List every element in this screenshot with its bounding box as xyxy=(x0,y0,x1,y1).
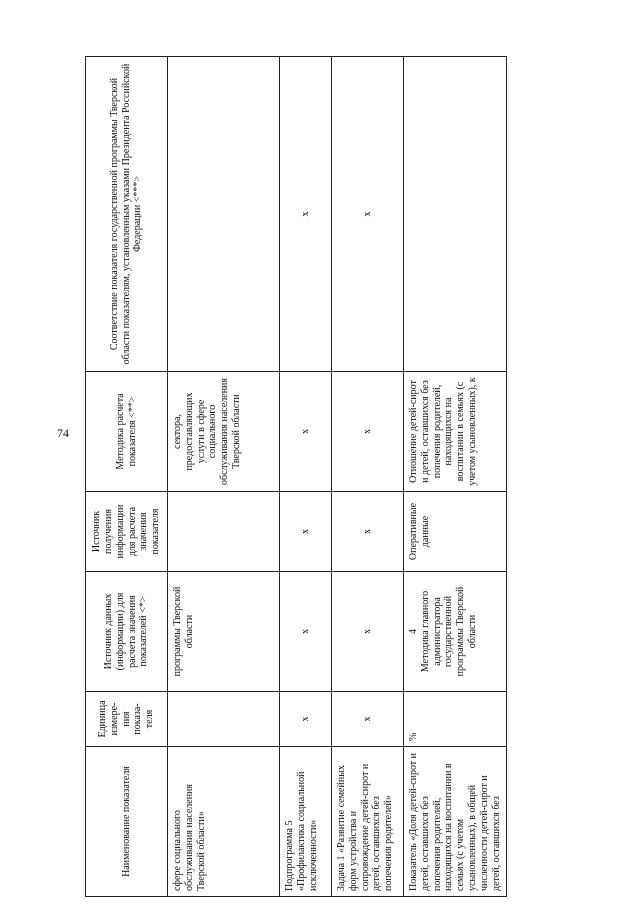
cell-name: Показатель «Доля детей-сирот и детей, оставшихся без попечения родителей, находящихся на воспитании в семьях (с учетом усыновленных), в общей численности детей-сирот и детей, оставшихся без xyxy=(404,747,507,897)
page-number: 74 xyxy=(57,426,69,440)
cell-method: х xyxy=(332,372,404,492)
header-compliance: Соответствие показателя государственной программы Тверской области показателям, установленным указами Президента Российской Федерации <***> xyxy=(86,57,168,372)
cell-unit: х xyxy=(332,692,404,747)
cell-info-source: х xyxy=(280,492,332,572)
header-info-source: Источник получения информации для расчета значения показателя xyxy=(86,492,168,572)
table-row xyxy=(332,57,404,897)
cell-unit xyxy=(168,692,280,747)
cell-unit: % xyxy=(404,692,507,747)
indicator-table xyxy=(85,56,507,897)
cell-method: Отношение детей-сирот и детей, оставшихся без попечения родителей, находящихся на воспитании в семьях (с учетом усыновленных), к xyxy=(404,372,507,492)
cell-data-source: х xyxy=(332,572,404,692)
table-row xyxy=(280,57,332,897)
table-row xyxy=(404,57,507,897)
cell-info-source: Оперативные данные xyxy=(404,492,507,572)
cell-compliance: х xyxy=(280,57,332,372)
cell-info-source xyxy=(168,492,280,572)
cell-name: Подпрограмма 5 «Профилактика социальной исключенности» xyxy=(280,747,332,897)
cell-data-source: программы Тверской области xyxy=(168,572,280,692)
cell-data-source: х xyxy=(280,572,332,692)
table-header-row xyxy=(86,57,168,897)
cell-data-source xyxy=(404,572,507,692)
cell-info-source: х xyxy=(332,492,404,572)
cell-method: х xyxy=(280,372,332,492)
cell-name: сфере социального обслуживания населения Тверской области» xyxy=(168,747,280,897)
cell-data-source-text: Методика главного администратора государственной программы Тверской области xyxy=(419,586,478,677)
cell-method: сектора, предоставляющих услуги в сфере социального обслуживания населения Тверской области xyxy=(168,372,280,492)
table-row xyxy=(168,57,280,897)
header-unit: Единица измере-ния показа-теля xyxy=(86,692,168,747)
cell-data-source-number: 4 xyxy=(408,629,419,634)
header-data-source: Источник данных (информации) для расчета значения показателей <*> xyxy=(86,572,168,692)
cell-name: Задача 1 «Развитие семейных форм устройства и сопровождение детей-сирот и детей, оставшихся без попечения родителей» xyxy=(332,747,404,897)
header-indicator-name: Наименование показателя xyxy=(86,747,168,897)
header-method: Методика расчета показателя <**> xyxy=(86,372,168,492)
cell-compliance xyxy=(404,57,507,372)
cell-compliance xyxy=(168,57,280,372)
cell-unit: х xyxy=(280,692,332,747)
table-container xyxy=(85,57,502,897)
cell-compliance: х xyxy=(332,57,404,372)
